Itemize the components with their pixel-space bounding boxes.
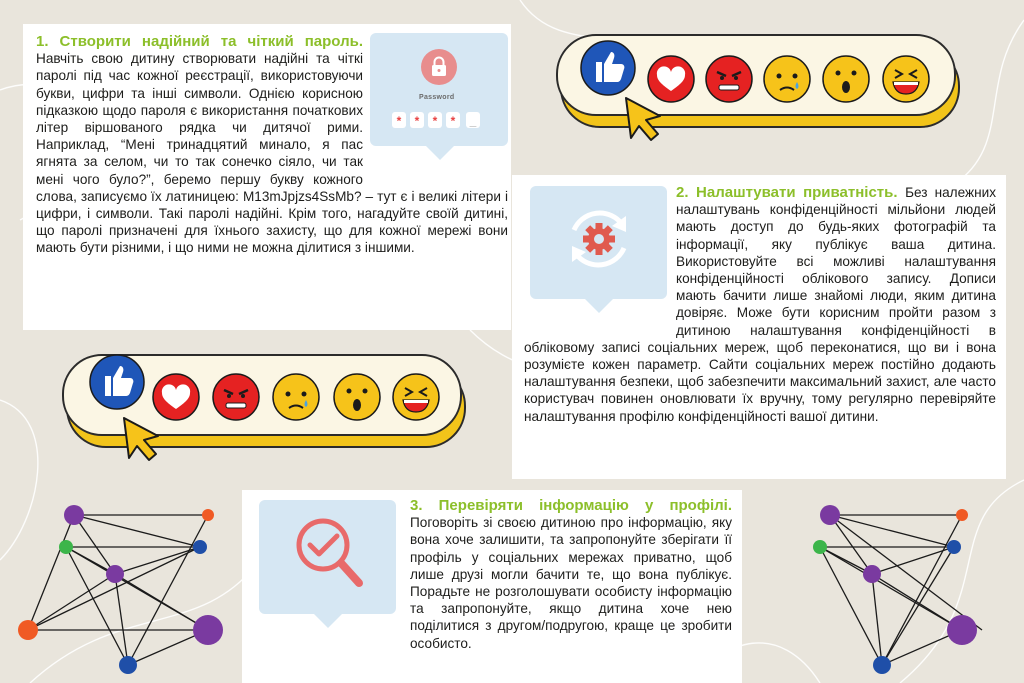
like-icon: [581, 41, 635, 95]
sad-icon: [273, 374, 319, 420]
password-char: *: [428, 112, 442, 128]
section3-body: Поговоріть зі своєю дитиною про інформацію, яку вона хоче залишити, та запропонуйте зберігати її профіль у соціальних мережах приватно, щоб лише друзі могли бачити те, що вона публікує. Порадьте не розголошувати особисту інформацію та запропонуйте, якщо дитина хоче нею поділитися з другом/подругою, краще це зробити особисто.: [410, 515, 732, 651]
password-label: Password: [419, 94, 455, 101]
angry-icon: [213, 374, 259, 420]
section1-body: Навчіть свою дитину створювати надійні та чіткі паролі під час кожної реєстрації, використовуючи букви, цифри та інші символи. Однією корисною підказкою щодо пароля є використання початкових літер віршованого рядка чи дитячої рими. Наприклад, “Мені тринадцятий минало, я пас ягнята за селом, чи то так сонечко сіяло, чи так мені чого було?”, беремо першу букву кожного слова, записуємо їх латиницею: M13mJpjzs4SsMb? – тут є і великі літери і цифри, і символи. Такі паролі надійні. Крім того, нагадуйте своїй дитині, що паролі призначені для їхнього захисту, що для кожної мережі вони мають бути різними, і що ними не можна ділитися з іншими.: [36, 51, 508, 256]
laugh-icon: [393, 374, 439, 420]
section2-body: Без належних налаштувань конфіденційності мільйони людей мають доступ до будь-яких фотографій та інформації, яку публікує ваша дитина. Використовуйте всі можливі налаштування конфіденційності облікового запису. Дописи мають бачити лише знайомі люди, яким дитина довіряє. Може бути корисним пройти разом з дитиною налаштування конфіденційності в обліковому записі соціальних мереж, щоб переконатися, що ви і вона розумієте кожен параметр. Сайти соціальних мереж постійно додають налаштування безпеки, щоб забезпечити максимальний захист, але часто користувач повинен оновлювати їх вручну, тому регулярно перевіряйте налаштування профілю конфіденційності вашої дитини.: [524, 185, 996, 424]
angry-icon: [706, 56, 752, 102]
gear-sync-icon: [560, 200, 638, 278]
wow-icon: [334, 374, 380, 420]
section1-heading: 1. Створити надійний та чіткий пароль.: [36, 33, 363, 50]
magnifier-check-icon: [290, 512, 368, 602]
network-graph-left: [10, 500, 235, 680]
password-char: _: [466, 112, 480, 128]
cursor-arrow-icon: [124, 418, 158, 460]
section3-heading: 3. Перевіряти інформацію у профілі.: [410, 497, 732, 514]
wow-icon: [823, 56, 869, 102]
sad-icon: [764, 56, 810, 102]
password-char: *: [410, 112, 424, 128]
cursor-arrow-icon: [626, 98, 660, 140]
password-char: *: [392, 112, 406, 128]
heart-icon: [648, 56, 694, 102]
lock-icon: [420, 48, 458, 86]
laugh-icon: [883, 56, 929, 102]
like-icon: [90, 355, 144, 409]
reaction-emojis-top: [556, 28, 968, 148]
password-char: *: [446, 112, 460, 128]
reaction-emojis-bottom: [62, 346, 474, 468]
check-bubble-tail: [314, 614, 342, 628]
network-graph-right: [800, 500, 1024, 680]
settings-bubble-tail: [585, 299, 613, 313]
password-bubble-tail: [426, 146, 454, 160]
heart-icon: [153, 374, 199, 420]
section2-heading: 2. Налаштувати приватність.: [676, 184, 906, 201]
